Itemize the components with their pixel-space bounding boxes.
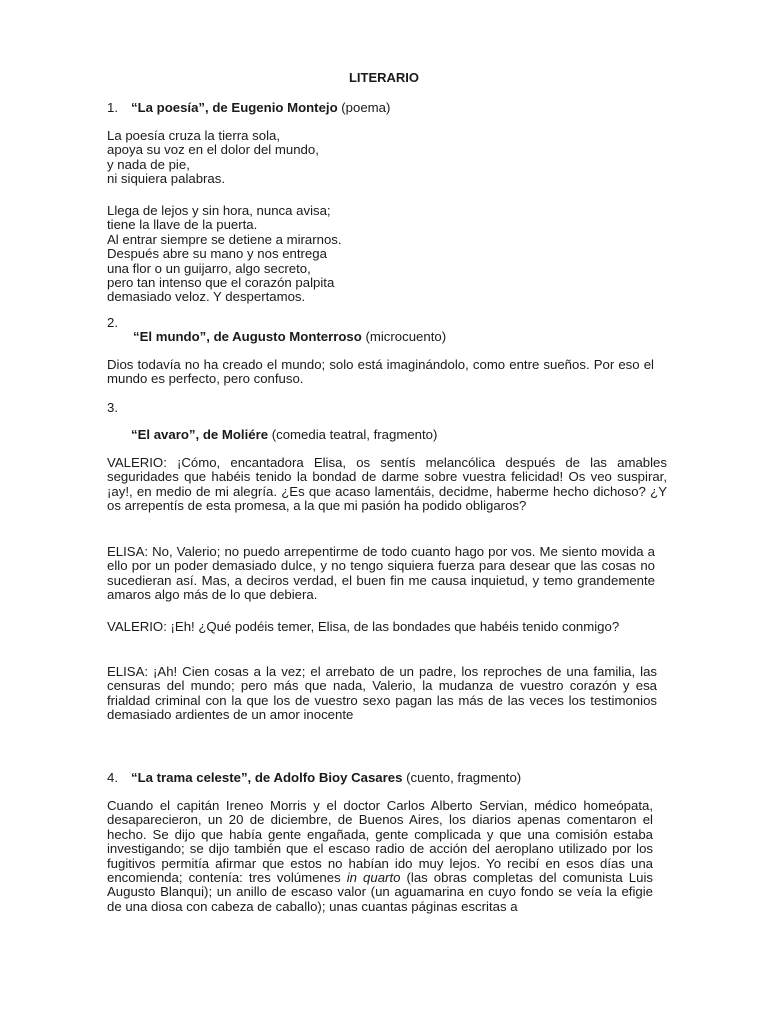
story-paragraph	[107, 799, 653, 914]
dialogue-paragraph: VALERIO: ¡Eh! ¿Qué podéis temer, Elisa, de las bondades que habéis tenido conmigo?	[107, 619, 620, 634]
section-4-number: 4.	[107, 770, 118, 785]
poem-stanza-2	[107, 204, 667, 305]
dialogue-paragraph: VALERIO: ¡Cómo, encantadora Elisa, os sentís melancólica después de las amables seguridades que habéis tenido la bondad de darme sobre vuestra felicidad! Os veo suspirar, ¡ay!, en medio de mi alegría. ¿Es que acaso lamentáis, decidme, haberme hecho dichoso? ¿Y os arrepentís de esta promesa, a la que mi pasión ha podido obligaros?	[107, 455, 667, 514]
story-text: (las obras completas del comunista Luis Augusto Blanqui); un anillo de escaso valor (un aguamarina en cuyo fondo se veía la efigie de una diosa con cabeza de caballo); unas cuantas páginas escritas a	[107, 870, 653, 914]
poem-line: tiene la llave de la puerta.	[107, 217, 258, 233]
poem-line: ni siquiera palabras.	[107, 171, 226, 187]
section-2-genre: (microcuento)	[361, 329, 447, 344]
poem-line: Llega de lejos y sin hora, nunca avisa;	[107, 203, 331, 218]
section-4-title: “La trama celeste”, de Adolfo Bioy Casares	[131, 770, 403, 785]
section-1-title: “La poesía”, de Eugenio Montejo	[131, 100, 338, 115]
section-2-number: 2.	[107, 315, 118, 330]
section-3-title: “El avaro”, de Moliére	[131, 427, 269, 442]
poem-line: Al entrar siempre se detiene a mirarnos.	[107, 231, 342, 247]
dialogue-paragraph: ELISA: ¡Ah! Cien cosas a la vez; el arrebato de un padre, los reproches de una familia, las censuras del mundo; pero más que nada, Valerio, la mudanza de vuestro corazón y esa frialdad criminal con la que los de vuestro sexo pagan las más de las veces los testimonios demasiado ardientes de un amor inocente	[107, 664, 657, 723]
poem-stanza-1	[107, 129, 667, 187]
poem-line: y nada de pie,	[107, 156, 190, 172]
section-4-genre: (cuento, fragmento)	[402, 770, 522, 785]
section-3-genre: (comedia teatral, fragmento)	[268, 427, 438, 442]
section-1-heading	[107, 101, 667, 115]
page-title: LITERARIO	[348, 70, 420, 85]
dialogue-paragraph: ELISA: No, Valerio; no puedo arrepentirme de todo cuanto hago por vos. Me siento movida a ello por un poder demasiado dulce, y no tengo siquiera fuerza para desear que las cosas no sucedieran así. Mas, a deciros verdad, el buen fin me causa inquietud, y temo grandemente amaros algo más de lo que debiera.	[107, 544, 655, 603]
section-1-number: 1.	[107, 100, 118, 115]
section-4-heading	[107, 771, 667, 785]
poem-line: pero tan intenso que el corazón palpita	[107, 275, 335, 291]
poem-line: una flor o un guijarro, algo secreto,	[107, 260, 311, 276]
section-3-number: 3.	[107, 400, 118, 415]
story-text: Cuando el capitán Ireneo Morris y el doctor Carlos Alberto Servian, médico homeópata, desaparecieron, un 20 de diciembre, de Buenos Aires, los diarios apenas comentaron el hecho. Se dijo que había gente engañada, gente complicada y que una comisión estaba investigando; se dijo también que el escaso radio de acción del aeroplano utilizado por los fugitivos permitía afirmar que estos no habían ido muy lejos. Yo recibí en esos días una encomienda; contenía: tres volúmenes	[107, 798, 653, 886]
story-italic-text: in quarto	[346, 870, 401, 886]
poem-line: Después abre su mano y nos entrega	[107, 246, 327, 262]
section-1-genre: (poema)	[337, 100, 391, 115]
section-2-title: “El mundo”, de Augusto Monterroso	[133, 329, 362, 344]
poem-line: apoya su voz en el dolor del mundo,	[107, 142, 319, 158]
poem-line: La poesía cruza la tierra sola,	[107, 128, 280, 143]
poem-line: demasiado veloz. Y despertamos.	[107, 289, 306, 305]
section-2-heading	[133, 330, 693, 344]
section-2-text: Dios todavía no ha creado el mundo; solo está imaginándolo, como entre sueños. Por eso el mundo es perfecto, pero confuso.	[107, 357, 654, 387]
section-3-heading	[131, 428, 691, 442]
